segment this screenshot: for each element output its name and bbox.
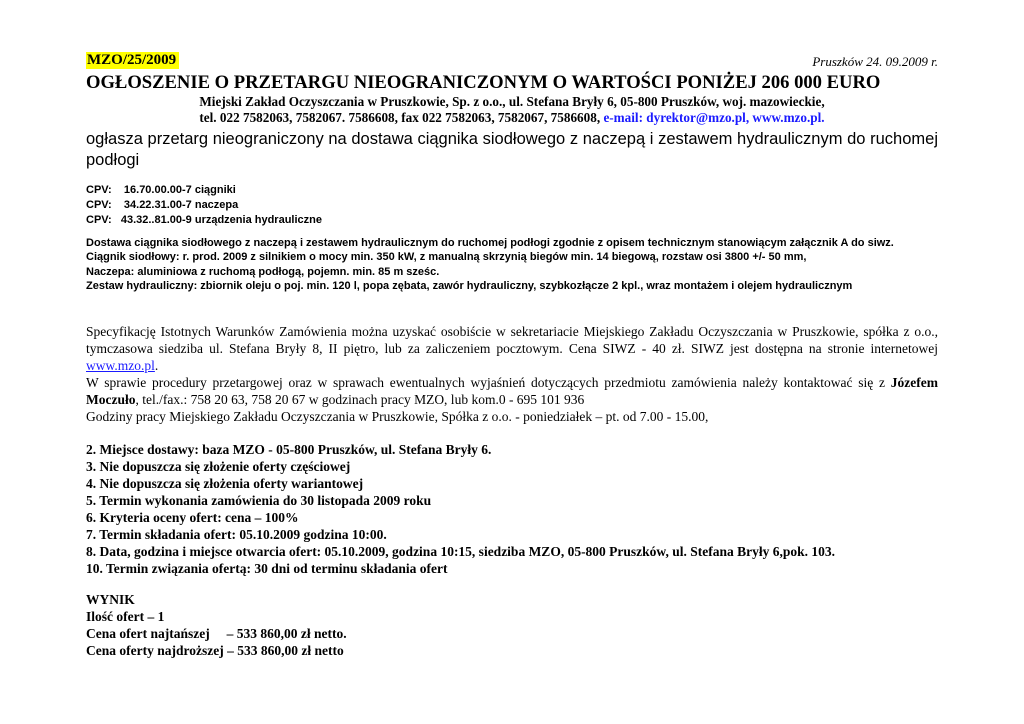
- tender-point: 10. Termin związania ofertą: 30 dni od terminu składania ofert: [86, 561, 448, 576]
- cpv-code: CPV: 34.22.31.00-7 naczepa: [86, 199, 239, 211]
- reference-number: MZO/25/2009: [86, 52, 179, 69]
- announcement-intro: ogłasza przetarg nieograniczony na dostawa ciągnika siodłowego z naczepą i zestawem hydraulicznym do ruchomej podłogi: [86, 130, 938, 169]
- description-line: Naczepa: aluminiowa z ruchomą podłogą, pojemn. min. 85 m sześc.: [86, 265, 440, 278]
- page-title: OGŁOSZENIE O PRZETARGU NIEOGRANICZONYM O WARTOŚCI PONIŻEJ 206 000 EURO: [86, 72, 881, 93]
- result-heading: WYNIK: [86, 592, 135, 607]
- siwz-paragraph: [86, 323, 938, 374]
- organization-address: Miejski Zakład Oczyszczania w Pruszkowie, Sp. z o.o., ul. Stefana Bryły 6, 05-800 Pruszków, woj. mazowieckie,: [199, 94, 825, 109]
- cpv-code: CPV: 43.32..81.00-9 urządzenia hydrauliczne: [86, 214, 322, 226]
- website-link[interactable]: www.mzo.pl: [86, 358, 155, 373]
- tender-point: 2. Miejsce dostawy: baza MZO - 05-800 Pruszków, ul. Stefana Bryły 6.: [86, 442, 492, 457]
- organization-contact: [86, 110, 938, 126]
- cpv-codes: [86, 183, 322, 228]
- date-line: Pruszków 24. 09.2009 r.: [812, 54, 938, 69]
- contact-text: W sprawie procedury przetargowej oraz w sprawach ewentualnych wyjaśnień dotyczących przedmiotu zamówienia należy kontaktować się z: [86, 375, 886, 390]
- tender-point: 3. Nie dopuszcza się złożenie oferty częściowej: [86, 459, 351, 474]
- cpv-code: CPV: 16.70.00.00-7 ciągniki: [86, 184, 236, 196]
- tender-point: 6. Kryteria oceny ofert: cena – 100%: [86, 510, 299, 525]
- tender-points: [86, 441, 835, 577]
- organization-info: [86, 94, 938, 126]
- siwz-end: .: [154, 358, 159, 373]
- description-line: Dostawa ciągnika siodłowego z naczepą i zestawem hydraulicznym do ruchomej podłogi zgodnie z opisem technicznym stanowiącym załącznik A do siwz.: [86, 237, 894, 249]
- tender-point: 7. Termin składania ofert: 05.10.2009 godzina 10:00.: [86, 527, 387, 542]
- phone-fax: tel. 022 7582063, 7582067. 7586608, fax 022 7582063, 7582067, 7586608,: [199, 110, 601, 125]
- contact-phone: , tel./fax.: 758 20 63, 758 20 67 w godzinach pracy MZO, lub kom.0 - 695 101 936: [135, 392, 585, 407]
- tender-result: [86, 591, 347, 659]
- tender-point: 8. Data, godzina i miejsce otwarcia ofert: 05.10.2009, godzina 10:15, siedziba MZO, 05-800 Pruszków, ul. Stefana Bryły 6,pok. 103.: [86, 544, 835, 559]
- tender-point: 4. Nie dopuszcza się złożenia oferty wariantowej: [86, 476, 364, 491]
- siwz-text: Specyfikację Istotnych Warunków Zamówienia można uzyskać osobiście w sekretariacie Miejskiego Zakładu Oczyszczania w Pruszkowie, spółka z o.o., tymczasowa siedziba ul. Stefana Bryły 8, II piętro, lub za zaliczeniem pocztowym. Cena SIWZ - 40 zł. SIWZ jest dostępna na stronie internetowej: [86, 324, 938, 356]
- tender-point: 5. Termin wykonania zamówienia do 30 listopada 2009 roku: [86, 493, 432, 508]
- description-line: Zestaw hydrauliczny: zbiornik oleju o poj. min. 120 l, popa zębata, zawór hydrauliczny, szybkozłącze 2 kpl., wraz montażem i olejem hydraulicznym: [86, 280, 853, 293]
- office-hours: Godziny pracy Miejskiego Zakładu Oczyszczania w Pruszkowie, Spółka z o.o. - poniedziałek – pt. od 7.00 - 15.00,: [86, 409, 709, 424]
- contact-person: Józefem Moczuło: [86, 375, 939, 407]
- email-website-link[interactable]: e-mail: dyrektor@mzo.pl, www.mzo.pl.: [603, 110, 825, 125]
- description-line: Ciągnik siodłowy: r. prod. 2009 z silnikiem o mocy min. 350 kW, z manualną skrzynią biegów min. 14 biegową, rozstaw osi 3800 +/- 50 mm,: [86, 251, 807, 264]
- lowest-price: Cena ofert najtańszej – 533 860,00 zł netto.: [86, 626, 347, 641]
- highest-price: Cena oferty najdroższej – 533 860,00 zł netto: [86, 643, 344, 658]
- specification-info: [86, 323, 938, 425]
- contact-paragraph: [86, 374, 938, 408]
- offer-count: Ilość ofert – 1: [86, 609, 165, 624]
- order-description: [86, 236, 932, 294]
